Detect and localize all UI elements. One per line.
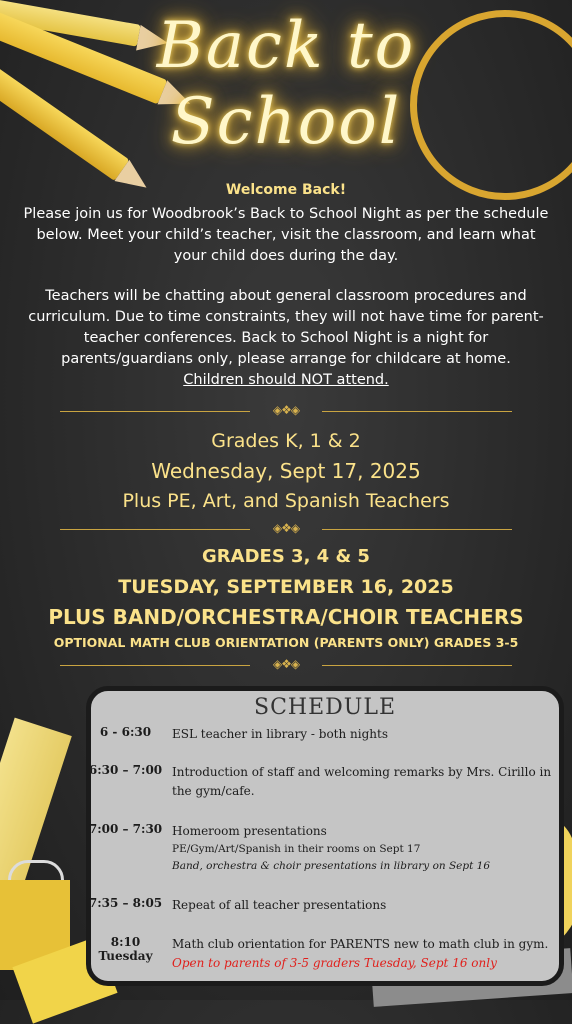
schedule-sub-note: Band, orchestra & choir presentations in library on Sept 16 [172, 860, 491, 872]
schedule-panel [86, 686, 564, 986]
title-line-2: School [170, 85, 402, 159]
group1-extra: Plus PE, Art, and Spanish Teachers [122, 490, 450, 512]
schedule-time-block [83, 935, 168, 963]
schedule-time: 7:00 – 7:30 [88, 822, 163, 836]
schedule-red-note: Open to parents of 3-5 graders Tuesday, Sept 16 only [172, 956, 497, 970]
group2-date: TUESDAY, SEPTEMBER 16, 2025 [118, 576, 454, 598]
schedule-desc-block [172, 822, 562, 875]
schedule-desc: Introduction of staff and welcoming remarks by Mrs. Cirillo in the gym/cafe. [172, 765, 552, 798]
ornament-divider: ◈❖◈ [60, 660, 512, 672]
schedule-desc-block [172, 935, 562, 973]
group1-grades: Grades K, 1 & 2 [211, 430, 361, 452]
ornament-divider: ◈❖◈ [60, 406, 512, 418]
group2-extra: PLUS BAND/ORCHESTRA/CHOIR TEACHERS [48, 605, 524, 629]
notice-underlined-text: Children should NOT attend. [183, 372, 389, 388]
group2-grades: GRADES 3, 4 & 5 [202, 546, 370, 567]
ornament-divider: ◈❖◈ [60, 524, 512, 536]
schedule-desc: Repeat of all teacher presentations [172, 898, 387, 912]
intro-paragraph: Please join us for Woodbrook’s Back to School Night as per the schedule below. Meet your child’s teacher, visit the classroom, and learn what your child does during the day. [23, 206, 549, 264]
group2-note: OPTIONAL MATH CLUB ORIENTATION (PARENTS ONLY) GRADES 3-5 [53, 635, 519, 650]
schedule-time: 6 - 6:30 [99, 725, 152, 739]
notice-paragraph [20, 286, 552, 391]
schedule-desc: ESL teacher in library - both nights [172, 727, 388, 741]
group-3-5 [0, 542, 572, 654]
schedule-time: 7:35 – 8:05 [88, 896, 163, 910]
title-line-1: Back to [156, 9, 416, 83]
schedule-day: Tuesday [98, 949, 153, 963]
welcome-heading: Welcome Back! [225, 182, 347, 198]
schedule-time: 8:10 [110, 935, 141, 949]
schedule-time: 6:30 – 7:00 [88, 763, 163, 777]
schedule-desc: Homeroom presentations [172, 824, 327, 838]
group-k-2 [0, 426, 572, 516]
schedule-sub-note: PE/Gym/Art/Spanish in their rooms on Sept 17 [172, 843, 421, 855]
schedule-desc: Math club orientation for PARENTS new to math club in gym. [172, 937, 549, 951]
group1-date: Wednesday, Sept 17, 2025 [151, 459, 421, 483]
notice-text: Teachers will be chatting about general classroom procedures and curriculum. Due to time constraints, they will not have time for parent-teacher conferences. Back to School Night is a night for parents/guardians only, please arrange for childcare at home. [28, 288, 544, 367]
schedule-title: SCHEDULE [254, 695, 396, 720]
